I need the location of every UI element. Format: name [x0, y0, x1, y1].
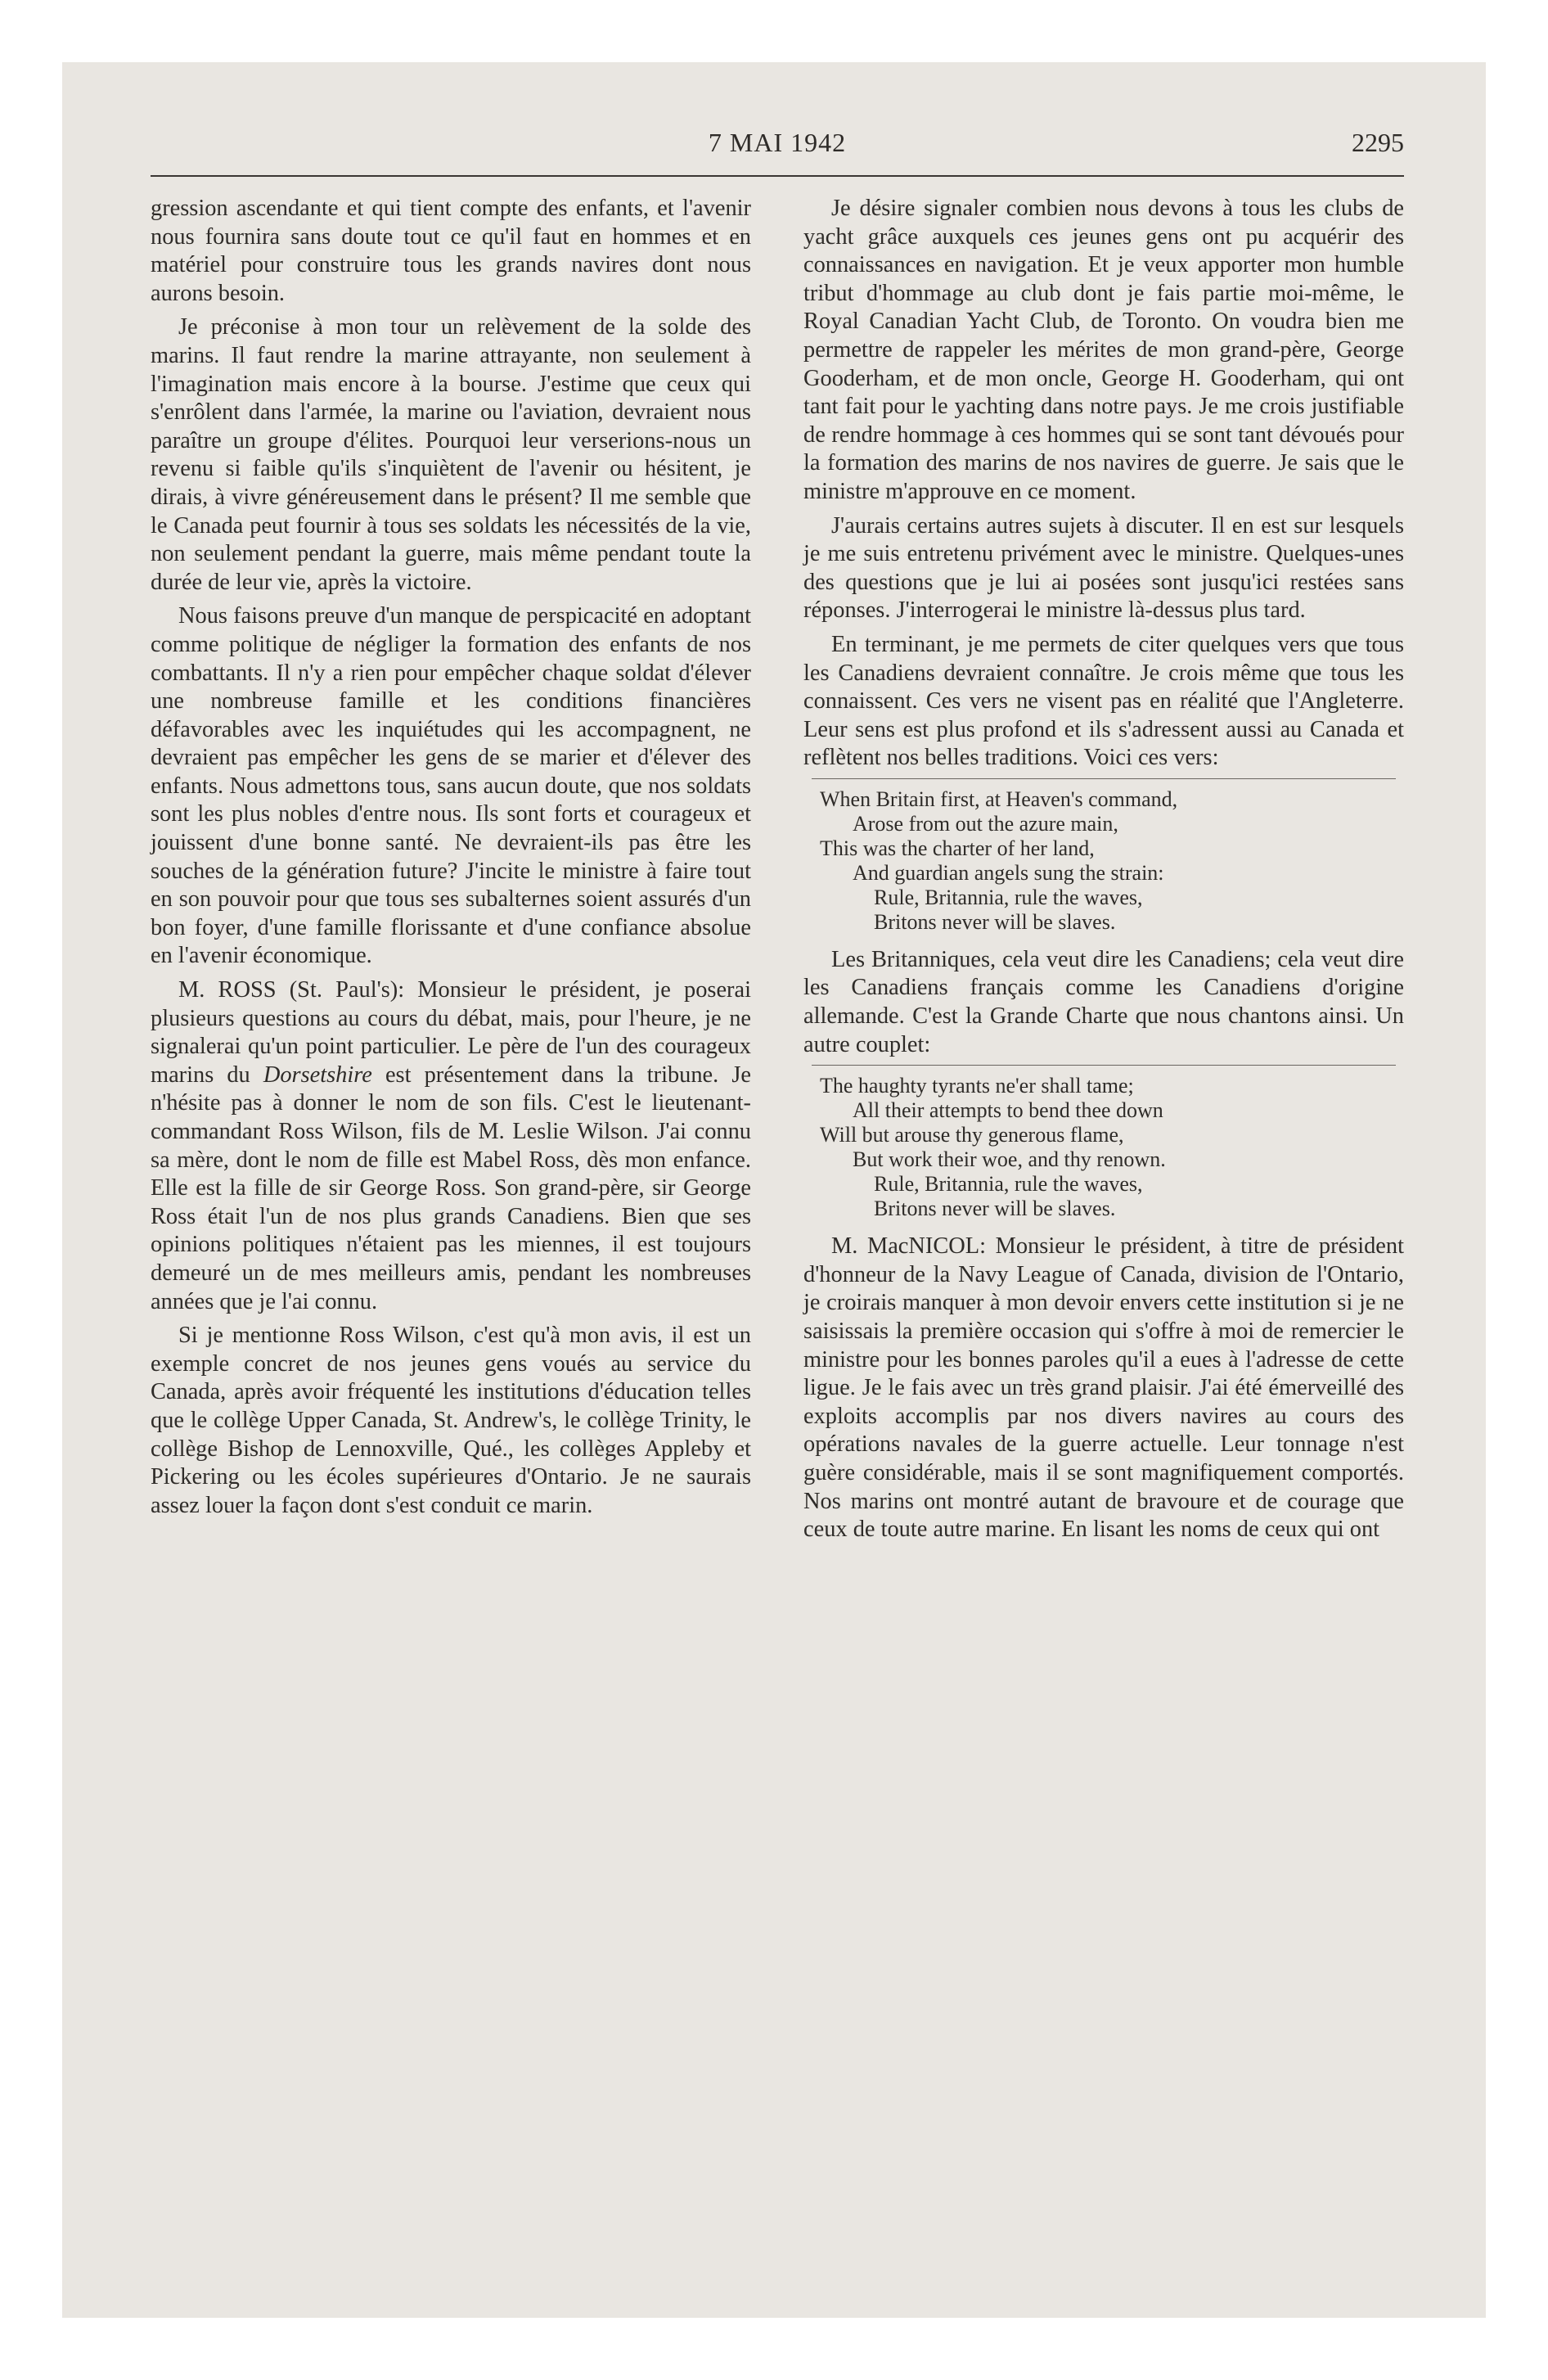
poem-line: Rule, Britannia, rule the waves, [874, 885, 1143, 909]
right-column [803, 195, 1404, 1544]
poem-line: The haughty tyrants ne'er shall tame; [820, 1074, 1134, 1098]
document-page [62, 62, 1486, 2318]
paragraph-ross-1 [151, 976, 751, 1316]
paragraph: gression ascendante et qui tient compte des enfants, et l'avenir nous fournira sans doute tout ce qu'il faut en hommes et en matériel pour construire tous les grands navires dont nous aurons besoin. [151, 196, 751, 306]
page-number: 2295 [1352, 128, 1404, 157]
ross-text-part-1: Monsieur le président, je poserai plusieurs questions au cours du débat, mais, pour l'heure, je ne signalerai qu'un point particulier. Le père de l'un des courageux marins du [151, 977, 751, 1088]
macnicol-text: Monsieur le président, à titre de président d'honneur de la Navy League of Canada, division de l'Ontario, je croirais manquer à mon devoir envers cette institution si je ne saisissais la première occasion qui s'offre à moi de remercier le ministre pour les bonnes paroles qu'il a eues à l'adresse de cette ligue. Je le fais avec un très grand plaisir. J'ai été émerveillé des exploits accomplis par nos divers navires au cours des opérations navales de la guerre actuelle. Leur tonnage n'est guère considérable, mais il se sont magnifiquement comportés. Nos marins ont montré autant de bravoure et de courage que ceux de toute autre marine. En lisant les noms de ceux qui ont [803, 1233, 1404, 1543]
poem-line: Arose from out the azure main, [853, 811, 1118, 836]
poem-rule-britannia-2 [803, 1074, 1404, 1221]
poem-line: Britons never will be slaves. [874, 909, 1116, 934]
speaker-macnicol: M. MacNICOL: [831, 1233, 987, 1260]
poem-line: This was the charter of her land, [820, 836, 1095, 860]
header-date: 7 MAI 1942 [708, 128, 847, 157]
paragraph: Les Britanniques, cela veut dire les Canadiens; cela veut dire les Canadiens français comme les Canadiens d'origine allemande. C'est la Grande Charte que nous chantons ainsi. Un autre couplet: [803, 946, 1404, 1057]
paragraph-ross-2: Si je mentionne Ross Wilson, c'est qu'à mon avis, il est un exemple concret de nos jeunes gens voués au service du Canada, après avoir fréquenté les institutions d'éducation telles que le collège Upper Canada, St. Andrew's, le collège Trinity, le collège Bishop de Lennoxville, Qué., les collèges Appleby et Pickering ou les écoles supérieures d'Ontario. Je ne saurais assez louer la façon dont s'est conduit ce marin. [151, 1323, 751, 1518]
poem-line: Rule, Britannia, rule the waves, [874, 1172, 1143, 1197]
ross-text-part-2: est présentement dans la tribune. Je n'hésite pas à donner le nom de son fils. C'est le lieutenant-commandant Ross Wilson, fils de M. Leslie Wilson. J'ai connu sa mère, dont le nom de fille est Mabel Ross, dès mon enfance. Elle est la fille de sir George Ross. Son grand-père, sir George Ross était l'un de nos plus grands Canadiens. Bien que ses opinions politiques n'étaient pas les miennes, il est toujours demeuré un de mes meilleurs amis, pendant les nombreuses années que je l'ai connu. [151, 1062, 751, 1314]
poem-line: Will but arouse thy generous flame, [820, 1123, 1124, 1147]
paragraph: Nous faisons preuve d'un manque de perspicacité en adoptant comme politique de négliger la formation des enfants de nos combattants. Il n'y a rien pour empêcher chaque soldat d'élever une nombreuse famille et les conditions financières défavorables avec les inquiétudes qui les accompagnent, ne devraient pas empêcher les gens de se marier et d'élever des enfants. Nous admettons tous, sans aucun doute, que nos soldats sont les plus nobles d'entre nous. Ils sont forts et courageux et jouissent d'une bonne santé. Ne devraient-ils pas être les souches de la génération future? J'incite le ministre à faire tout en son pouvoir pour que tous ses subalternes soient assurés d'un bon foyer, d'une famille florissante et d'une confiance absolue en l'avenir économique. [151, 603, 751, 969]
poem-rule [812, 1065, 1396, 1066]
poem-line: All their attempts to bend thee down [853, 1098, 1163, 1123]
paragraph: En terminant, je me permets de citer quelques vers que tous les Canadiens devraient connaître. Je crois même que tous les connaissent. Ces vers ne visent pas en réalité que l'Angleterre. Leur sens est plus profond et ils s'adressent aussi au Canada et reflètent nos belles traditions. Voici ces vers: [803, 631, 1404, 771]
speaker-ross: M. ROSS (St. Paul's): [178, 977, 405, 1003]
left-column [151, 195, 751, 1520]
poem-rule [812, 778, 1396, 779]
poem-line: And guardian angels sung the strain: [853, 860, 1164, 885]
paragraph: Je désire signaler combien nous devons à tous les clubs de yacht grâce auxquels ces jeunes gens ont pu acquérir des connaissances en navigation. Et je veux apporter mon humble tribut d'hommage au club dont je fais partie moi-même, le Royal Canadian Yacht Club, de Toronto. On voudra bien me permettre de rappeler les mérites de mon grand-père, George Gooderham, et de mon oncle, George H. Gooderham, qui ont tant fait pour le yachting dans notre pays. Je me crois justifiable de rendre hommage à ces hommes qui se sont tant dévoués pour la formation des marins de nos navires de guerre. Je sais que le ministre m'approuve en ce moment. [803, 196, 1404, 504]
paragraph: Je préconise à mon tour un relèvement de la solde des marins. Il faut rendre la marine attrayante, non seulement à l'imagination mais encore à la bourse. J'estime que ceux qui s'enrôlent dans l'armée, la marine ou l'aviation, devraient nous paraître un groupe d'élites. Pourquoi leur verserions-nous un revenu si faible qu'ils s'inquiètent de l'avenir ou hésitent, je dirais, à vivre généreusement dans le présent? Il me semble que le Canada peut fournir à tous ses soldats les nécessités de la vie, non seulement pendant la guerre, mais même pendant toute la durée de leur vie, après la victoire. [151, 314, 751, 595]
header-rule [151, 175, 1404, 177]
poem-line: When Britain first, at Heaven's command, [820, 787, 1178, 811]
running-header [151, 128, 1404, 167]
poem-line: But work their woe, and thy renown. [853, 1147, 1166, 1172]
paragraph: J'aurais certains autres sujets à discuter. Il en est sur lesquels je me suis entretenu privément avec le ministre. Quelques-unes des questions que je lui ai posées sont jusqu'ici restées sans réponses. J'interrogerai le ministre là-dessus plus tard. [803, 512, 1404, 624]
paragraph-macnicol [803, 1233, 1404, 1544]
ship-name: Dorsetshire [263, 1062, 372, 1088]
poem-rule-britannia-1 [803, 787, 1404, 935]
poem-line: Britons never will be slaves. [874, 1197, 1116, 1221]
